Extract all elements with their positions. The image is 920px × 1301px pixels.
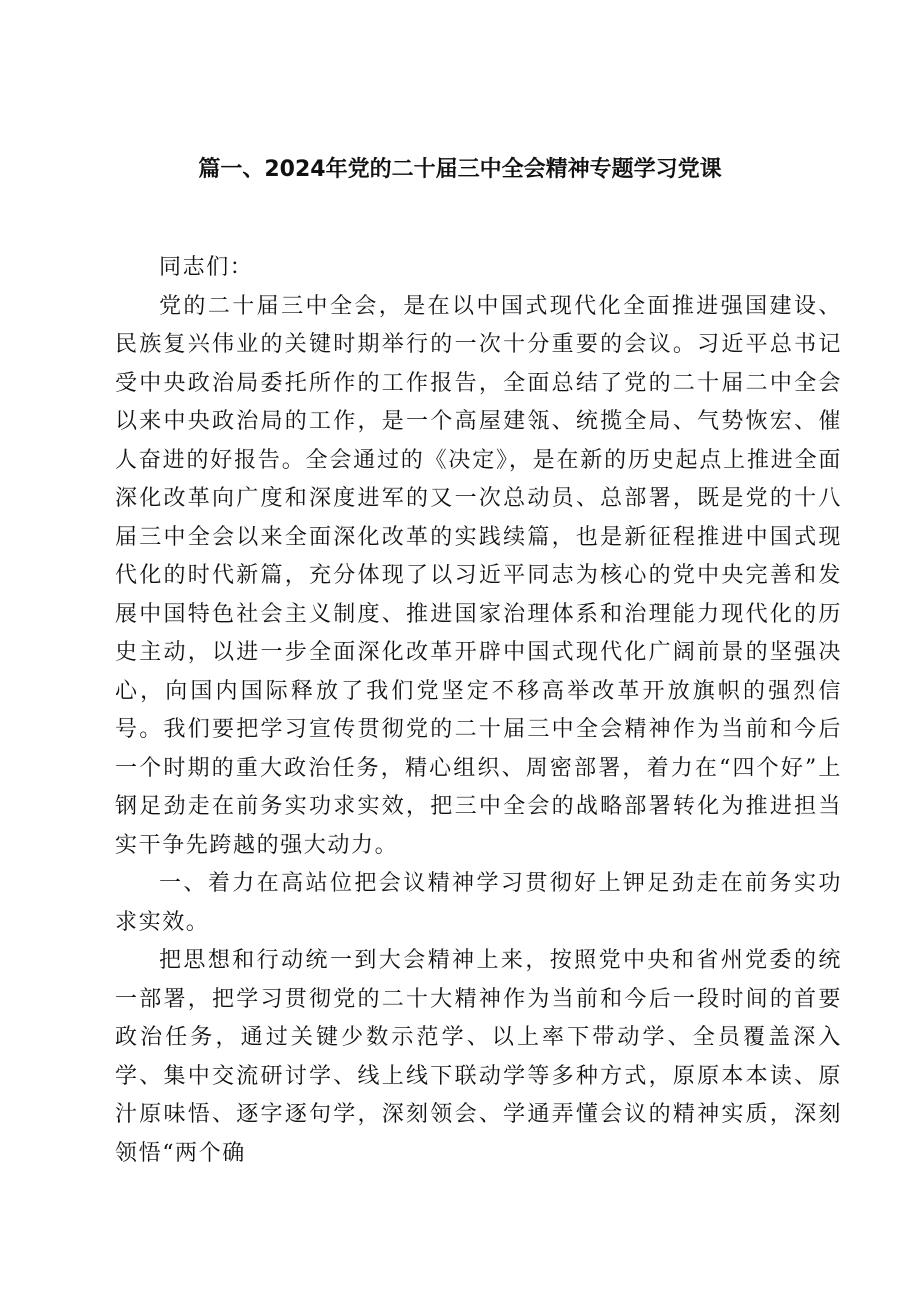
- section-heading-1: 一、着力在高站位把会议精神学习贯彻好上钾足劲走在前务实功求实效。: [115, 871, 842, 935]
- document-title: 篇一、2024年党的二十届三中全会精神专题学习党课: [198, 157, 722, 182]
- salutation: 同志们：: [159, 255, 254, 280]
- paragraph-intro: 党的二十届三中全会，是在以中国式现代化全面推进强国建设、民族复兴伟业的关键时期举行的一次十分重要的会议。习近平总书记受中央政治局委托所作的工作报告，全面总结了党的二十届二中全会以来中央政治局的工作，是一个高屋建瓴、统揽全局、气势恢宏、催人奋进的好报告。全会通过的《决定》，是在新的历史起点上推进全面深化改革向广度和深度进军的又一次总动员、总部署，既是党的十八届三中全会以来全面深化改革的实践续篇，也是新征程推进中国式现代化的时代新篇，充分体现了以习近平同志为核心的党中央完善和发展中国特色社会主义制度、推进国家治理体系和治理能力现代化的历史主动，以进一步全面深化改革开辟中国式现代化广阔前景的坚强决心，向国内国际释放了我们党坚定不移高举改革开放旗帜的强烈信号。我们要把学习宣传贯彻党的二十届三中全会精神作为当前和今后一个时期的重大政治任务，精心组织、周密部署，着力在“四个好”上钢足劲走在前务实功求实效，把三中全会的战略部署转化为推进担当实干争先跨越的强大动力。: [115, 293, 842, 858]
- document-body: [115, 249, 842, 1173]
- paragraph-section-1: 把思想和行动统一到大会精神上来，按照党中央和省州党委的统一部署，把学习贯彻党的二十大精神作为当前和今后一段时间的首要政治任务，通过关键少数示范学、以上率下带动学、全员覆盖深入学、集中交流研讨学、线上线下联动学等多种方式，原原本本读、原汁原味悟、逐字逐句学，深刻领会、学通弄懂会议的精神实质，深刻领悟“两个确: [115, 948, 842, 1166]
